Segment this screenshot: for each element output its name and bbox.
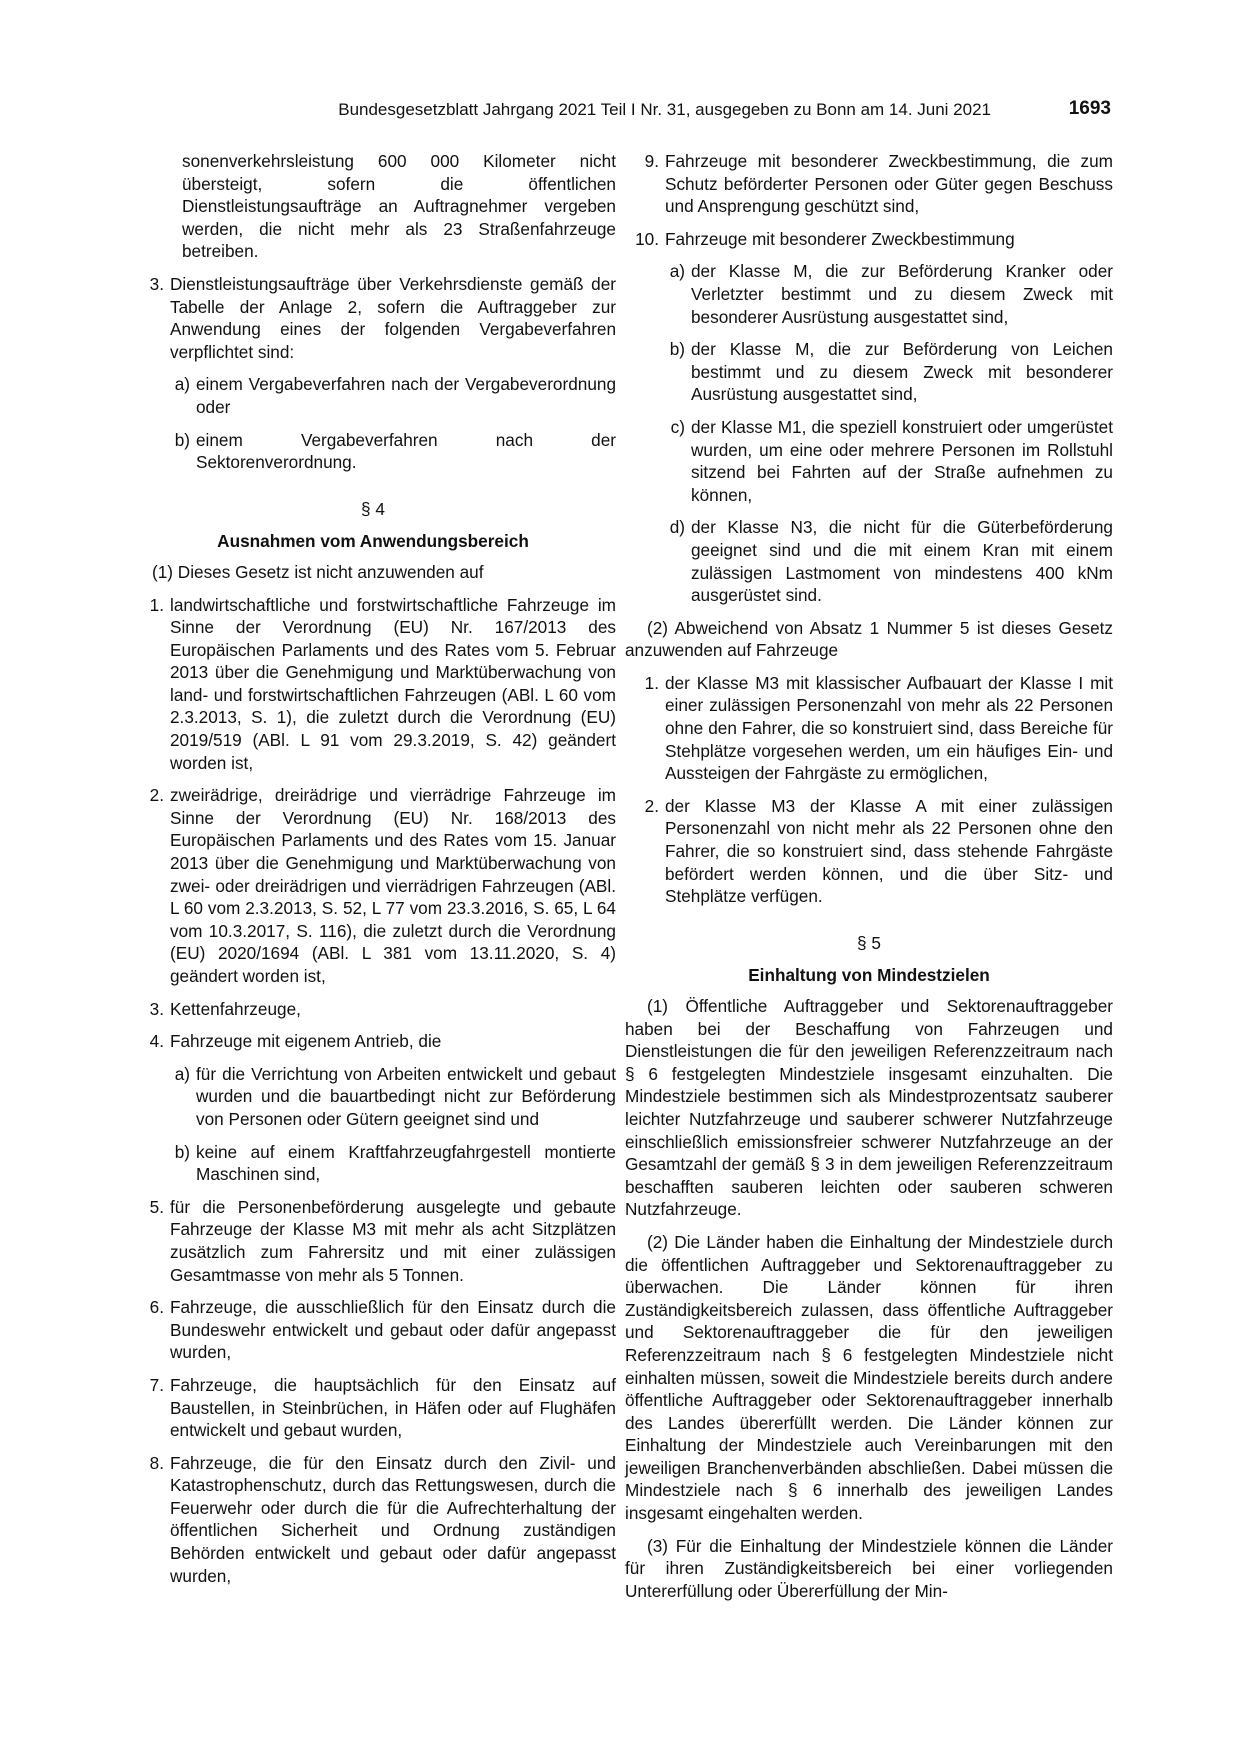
list-item: 7. Fahrzeuge, die hauptsächlich für den Einsatz auf Baustellen, in Steinbrüchen, in Häfen oder auf Flughäfen entwickelt und gebaut wurden,	[149, 1374, 616, 1441]
paragraph: (2) Die Länder haben die Einhaltung der Mindestziele durch die öffentlichen Auftraggeber und Sektorenauftraggeber zu überwachen. Die Länder können für ihren Zuständigkeitsbereich zulassen, dass öffentliche Auftraggeber und Sektorenauftraggeber die für den jeweiligen Referenzzeitraum nach § 6 festgelegten Mindestziele nicht einhalten müssen, soweit die Mindestziele bereits durch andere öffentliche Auftraggeber oder Sektorenauftraggeber innerhalb des Landes übererfüllt werden. Die Länder können zur Einhaltung der Mindestziele auch Vereinbarungen mit den jeweiligen Branchenverbänden abschließen. Dabei müssen die Mindestziele nach § 6 innerhalb des jeweiligen Landes insgesamt eingehalten werden.	[625, 1231, 1113, 1524]
sub-list-item: b) keine auf einem Kraftfahrzeugfahrgestell montierte Maschinen sind,	[174, 1141, 616, 1185]
list-item: 8. Fahrzeuge, die für den Einsatz durch den Zivil- und Katastrophenschutz, durch das Rettungswesen, durch die Feuerwehr oder durch die für die Aufrechterhaltung der öffentlichen Sicherheit und Ordnung zuständigen Behörden entwickelt und gebaut oder dafür angepasst wurden,	[149, 1452, 616, 1586]
paragraph: (2) Abweichend von Absatz 1 Nummer 5 ist dieses Gesetz anzuwenden auf Fahrzeuge	[625, 617, 1113, 661]
list-item: 1. landwirtschaftliche und forstwirtschaftliche Fahrzeuge im Sinne der Verordnung (EU) Nr. 167/2013 des Europäischen Parlaments und des Rates vom 5. Februar 2013 über die Genehmigung und Marktüberwachung von land- und forstwirtschaftlichen Fahrzeugen (ABl. L 60 vom 2.3.2013, S. 1), die zuletzt durch die Verordnung (EU) 2019/519 (ABl. L 91 vom 29.3.2019, S. 42) geändert worden ist,	[149, 594, 616, 773]
list-item: 3. Kettenfahrzeuge,	[149, 998, 301, 1019]
list-item: 9. Fahrzeuge mit besonderer Zweckbestimmung, die zum Schutz beförderter Personen oder Güter gegen Beschuss und Ansprengung geschützt sind,	[644, 151, 1113, 217]
page-number: 1693	[1068, 98, 1111, 119]
list-item: 4. Fahrzeuge mit eigenem Antrieb, die	[149, 1031, 442, 1052]
sub-list-item: d) der Klasse N3, die nicht für die Güterbeförderung geeignet sind und die mit einem Kran mit einem zulässigen Lastmoment von mindestens 400 kNm ausgerüstet sind.	[669, 517, 1113, 606]
paragraph: (1) Dieses Gesetz ist nicht anzuwenden auf	[152, 561, 484, 582]
section-number: § 5	[857, 932, 881, 953]
sub-list-item: a) der Klasse M, die zur Beförderung Kranker oder Verletzter bestimmt und zu diesem Zweck mit besonderer Ausrüstung ausgestattet sind,	[669, 261, 1113, 327]
section-title: Einhaltung von Mindestzielen	[748, 965, 990, 986]
list-item: 10. Fahrzeuge mit besonderer Zweckbestimmung	[635, 228, 1015, 249]
paragraph: (1) Öffentliche Auftraggeber und Sektorenauftraggeber haben bei der Beschaffung von Fahrzeugen und Dienstleistungen die für den jeweiligen Referenzzeitraum nach § 6 festgelegten Mindestziele insgesamt einzuhalten. Die Mindestziele bestimmen sich als Mindestprozentsatz sauberer leichter Nutzfahrzeuge und sauberer schwerer Nutzfahrzeuge einschließlich emissionsfreier schwerer Nutzfahrzeuge an der Gesamtzahl der gemäß § 3 in dem jeweiligen Referenzzeitraum beschafften sauberen leichten oder sauberen schweren Nutzfahrzeuge.	[625, 996, 1113, 1220]
sub-list-item: a) einem Vergabeverfahren nach der Vergabeverordnung oder	[174, 374, 616, 417]
list-item: 6. Fahrzeuge, die ausschließlich für den Einsatz durch die Bundeswehr entwickelt und gebaut oder dafür angepasst wurden,	[149, 1297, 616, 1363]
sub-list-item: a) für die Verrichtung von Arbeiten entwickelt und gebaut wurden und die bauartbedingt nicht zur Beförderung von Personen oder Gütern geeignet sind und	[174, 1063, 616, 1129]
list-item: 1. der Klasse M3 mit klassischer Aufbauart der Klasse I mit einer zulässigen Personenzahl von mehr als 22 Personen ohne den Fahrer, die so konstruiert sind, dass Bereiche für Stehplätze vorgesehen werden, um ein häufiges Ein- und Aussteigen der Fahrgäste zu ermöglichen,	[644, 672, 1113, 784]
left-column	[130, 150, 616, 1597]
section-number: § 4	[361, 498, 385, 519]
list-item: 2. der Klasse M3 der Klasse A mit einer zulässigen Personenzahl von nicht mehr als 22 Personen ohne den Fahrer, die so konstruiert sind, dass stehende Fahrgäste befördert werden können, und die über Sitz- und Stehplätze verfügen.	[644, 795, 1113, 907]
page-header	[130, 100, 1111, 124]
sub-list-item: b) der Klasse M, die zur Beförderung von Leichen bestimmt und zu diesem Zweck mit besonderer Ausrüstung ausgestattet sind,	[669, 339, 1113, 405]
running-title: Bundesgesetzblatt Jahrgang 2021 Teil I Nr. 31, ausgegeben zu Bonn am 14. Juni 2021	[338, 100, 991, 119]
section-title: Ausnahmen vom Anwendungsbereich	[217, 531, 529, 552]
sub-list-item: c) der Klasse M1, die speziell konstruiert oder umgerüstet wurden, um eine oder mehrere Personen im Rollstuhl sitzend bei Fahrten auf der Straße aufnehmen zu können,	[670, 416, 1113, 505]
list-item: 2. zweirädrige, dreirädrige und vierrädrige Fahrzeuge im Sinne der Verordnung (EU) Nr. 168/2013 des Europäischen Parlaments und des Rates vom 15. Januar 2013 über die Genehmigung und Marktüberwachung von zwei- oder dreirädrigen und vierrädrigen Fahrzeugen (ABl. L 60 vom 2.3.2013, S. 52, L 77 vom 23.3.2016, S. 65, L 64 vom 10.3.2017, S. 116), die zuletzt durch die Verordnung (EU) 2020/1694 (ABl. L 381 vom 13.11.2020, S. 4) geändert worden ist,	[149, 785, 616, 986]
sub-list-item: b) einem Vergabeverfahren nach der Sektorenverordnung.	[174, 429, 616, 473]
continued-text: sonenverkehrsleistung 600 000 Kilometer nicht übersteigt, sofern die öffentlichen Dienstleistungsaufträge an Auftragnehmer vergeben werden, die nicht mehr als 23 Straßenfahrzeuge betreiben.	[182, 151, 616, 262]
list-item: 5. für die Personenbeförderung ausgelegte und gebaute Fahrzeuge der Klasse M3 mit mehr als acht Sitzplätzen zusätzlich zum Fahrersitz und mit einer zulässigen Gesamtmasse von mehr als 5 Tonnen.	[149, 1196, 616, 1285]
list-item: 3. Dienstleistungsaufträge über Verkehrsdienste gemäß der Tabelle der Anlage 2, sofern die Auftraggeber zur Anwendung eines der folgenden Vergabeverfahren verpflichtet sind:	[149, 273, 616, 362]
right-column	[625, 150, 1113, 1612]
paragraph: (3) Für die Einhaltung der Mindestziele können die Länder für ihren Zuständigkeitsbereich bei einer vorliegenden Untererfüllung oder Übererfüllung der Min-	[625, 1535, 1113, 1601]
